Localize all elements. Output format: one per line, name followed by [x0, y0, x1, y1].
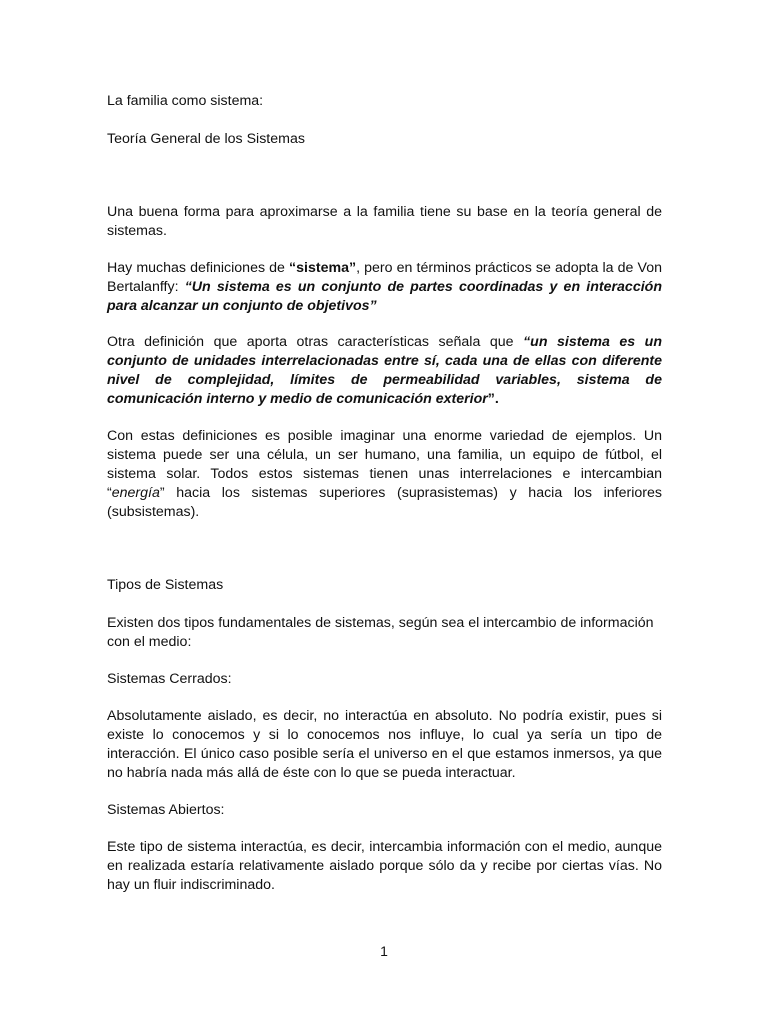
paragraph-cerrados: Absolutamente aislado, es decir, no interactúa en absoluto. No podría existir, pues si existe lo conocemos y si lo conocemos nos influye, lo cual ya sería un tipo de interacción. El único caso posible sería el universo en el que estamos inmersos, ya que no habría nada más allá de éste con lo que se pueda interactuar.	[107, 708, 662, 781]
paragraph-definitions	[107, 259, 662, 316]
text-run: , pero en términos prácticos se adopta la de Von Bertalanffy:	[107, 260, 662, 295]
text-run: ” hacia los sistemas superiores (suprasistemas) y hacia los inferiores (subsistemas).	[107, 485, 662, 520]
paragraph-tipos: Existen dos tipos fundamentales de sistemas, según sea el intercambio de información con el medio:	[107, 615, 654, 650]
term-energia: energía	[111, 485, 160, 501]
quote-text: “Un sistema es un conjunto de partes coordinadas y en interacción para alcanzar un conjunto de objetivos”	[107, 279, 662, 314]
paragraph-abiertos: Este tipo de sistema interactúa, es decir, intercambia información con el medio, aunque en realizada estaría relativamente aislado porque sólo da y recibe por ciertas vías. No hay un fluir indiscriminado.	[107, 839, 662, 893]
paragraph-intro: Una buena forma para aproximarse a la familia tiene su base en la teoría general de sistemas.	[107, 204, 662, 239]
quote-text: “un sistema es un conjunto de unidades interrelacionadas entre sí, cada una de ellas con diferente nivel de complejidad, límites de permeabilidad variables, sistema de comunicación interno y medio de comunicación exterior	[107, 334, 662, 407]
paragraph-examples	[107, 427, 662, 522]
quote-bertalanffy	[107, 279, 662, 314]
paragraph-other-definition	[107, 333, 662, 409]
term-sistema: “sistema”	[289, 260, 357, 276]
page-number: 1	[380, 943, 388, 959]
heading-abiertos: Sistemas Abiertos:	[107, 802, 225, 818]
text-run: Otra definición que aporta otras características señala que	[107, 334, 524, 350]
heading-tipos: Tipos de Sistemas	[107, 577, 224, 593]
document-subtitle: Teoría General de los Sistemas	[107, 131, 305, 147]
heading-cerrados: Sistemas Cerrados:	[107, 671, 232, 687]
quote-close: ”.	[487, 391, 499, 407]
text-run: Con estas definiciones es posible imaginar una enorme variedad de ejemplos. Un sistema puede ser una célula, un ser humano, una familia, un equipo de fútbol, el sistema solar. Todos estos sistemas tienen unas interrelaciones e intercambian “	[107, 428, 662, 501]
document-title: La familia como sistema:	[107, 93, 264, 109]
text-run: Hay muchas definiciones de	[107, 260, 290, 276]
